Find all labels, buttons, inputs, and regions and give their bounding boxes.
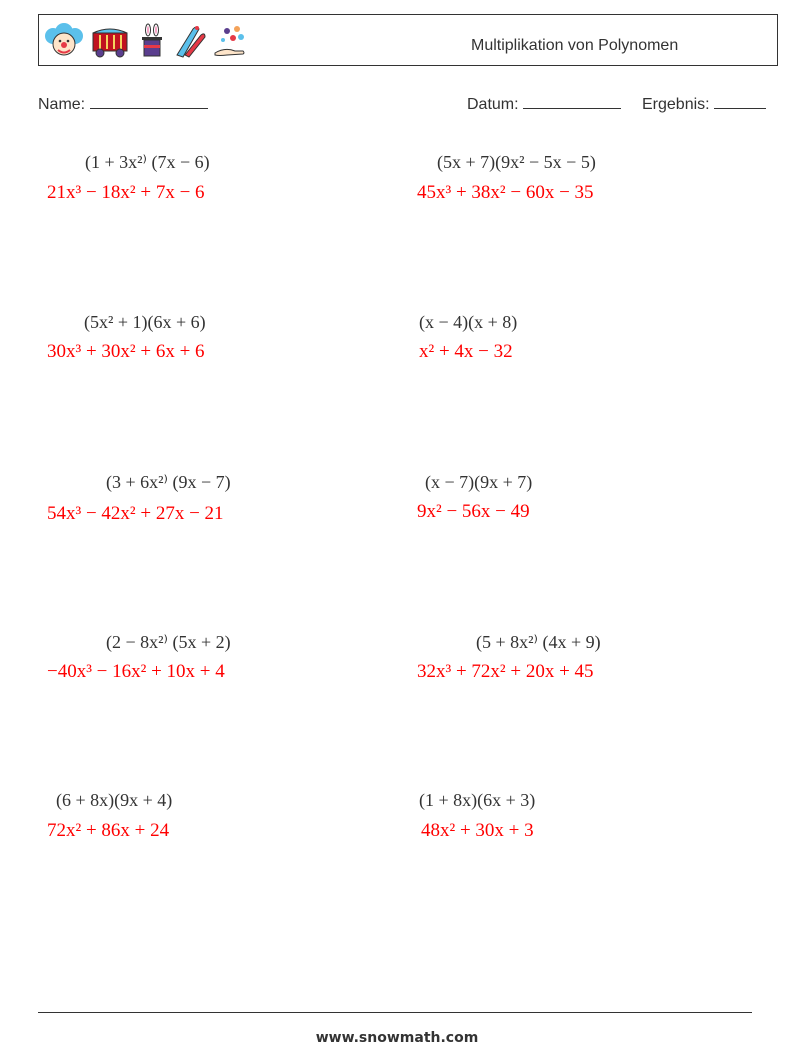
problem-question: (3 + 6x²⁾ (9x − 7) [106,472,231,492]
footer-divider [38,1012,752,1013]
name-field[interactable] [38,94,208,114]
problem-question: (2 − 8x²⁾ (5x + 2) [106,632,231,652]
header-icons [45,23,247,59]
circus-wagon-icon [89,23,131,59]
date-line[interactable] [523,94,621,109]
problem-answer: 32x³ + 72x² + 20x + 45 [417,661,594,682]
result-label: Ergebnis: [642,96,710,113]
date-field[interactable] [467,94,621,114]
problem-question: (5 + 8x²⁾ (4x + 9) [476,632,601,652]
problem-question: (5x² + 1)(6x + 6) [84,312,206,332]
magic-hat-rabbit-icon [137,23,167,59]
problem-question: (x − 4)(x + 8) [419,312,518,332]
result-line[interactable] [714,94,766,109]
name-label: Name: [38,96,86,113]
problem-question: (6 + 8x)(9x + 4) [56,790,173,810]
problem-answer: 72x² + 86x + 24 [47,820,170,841]
date-label: Datum: [467,96,519,113]
problem-answer: 54x³ − 42x² + 27x − 21 [47,503,224,524]
worksheet-header [38,14,778,66]
problem-answer: 30x³ + 30x² + 6x + 6 [47,341,205,362]
problem-question: (x − 7)(9x + 7) [425,472,533,492]
juggling-clubs-icon [173,23,207,59]
problem-question: (1 + 8x)(6x + 3) [419,790,536,810]
problem-answer: 48x² + 30x + 3 [421,820,534,841]
problem-question: (1 + 3x²⁾ (7x − 6) [85,152,210,172]
problem-answer: −40x³ − 16x² + 10x + 4 [47,661,225,682]
juggling-balls-hand-icon [213,23,247,59]
clown-face-icon [45,23,83,59]
problem-answer: 21x³ − 18x² + 7x − 6 [47,182,205,203]
problem-question: (5x + 7)(9x² − 5x − 5) [437,152,596,172]
problem-answer: 45x³ + 38x² − 60x − 35 [417,182,594,203]
problem-answer: x² + 4x − 32 [419,341,513,362]
result-field[interactable] [642,94,766,114]
name-line[interactable] [90,94,208,109]
footer-url[interactable]: www.snowmath.com [315,1030,479,1046]
problem-answer: 9x² − 56x − 49 [417,501,530,522]
worksheet-title: Multiplikation von Polynomen [471,37,679,54]
